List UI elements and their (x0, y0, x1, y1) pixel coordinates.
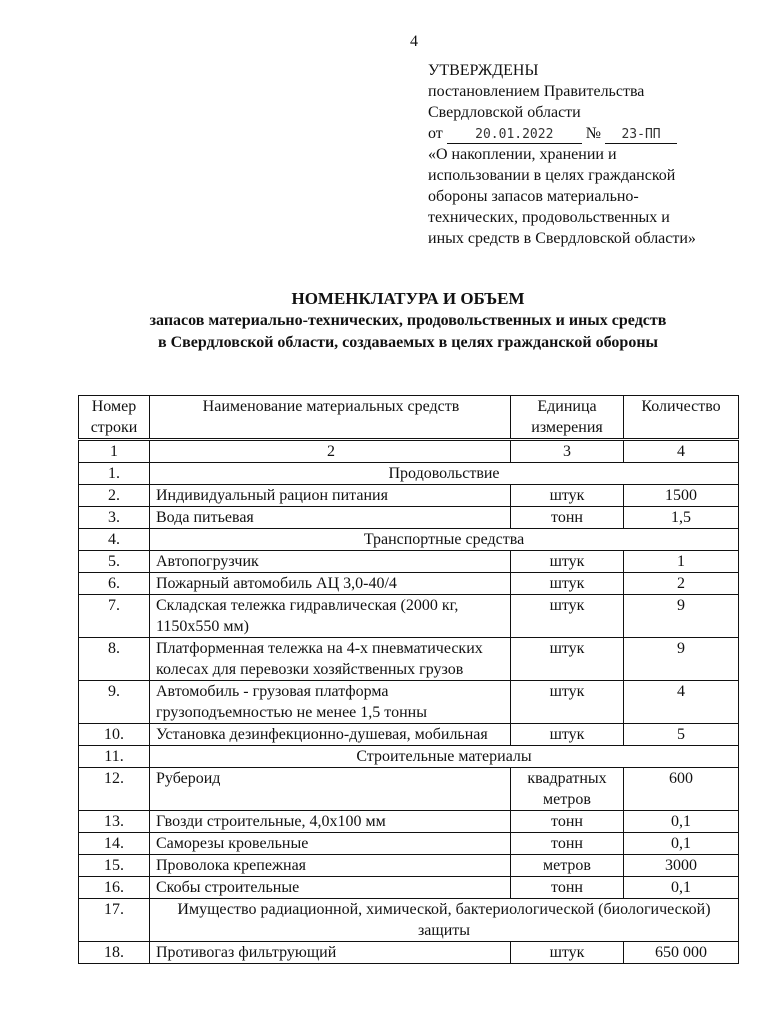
item-name: Вода питьевая (150, 507, 511, 529)
row-number: 8. (79, 638, 150, 681)
row-number: 11. (79, 746, 150, 768)
section-title: Продовольствие (150, 463, 739, 485)
table-row (79, 833, 739, 855)
row-number: 12. (79, 768, 150, 811)
document-heading (80, 288, 736, 354)
col-number-3: 3 (511, 440, 624, 463)
approval-title: УТВЕРЖДЕНЫ (428, 62, 539, 79)
item-name: Платформенная тележка на 4-х пневматических колесах для перевозки хозяйственных грузов (150, 638, 511, 681)
item-quantity: 9 (624, 638, 739, 681)
table-row (79, 681, 739, 724)
approval-quote-5: иных средств в Свердловской области» (428, 230, 696, 247)
item-unit: штук (511, 681, 624, 724)
item-unit: штук (511, 942, 624, 964)
row-number: 3. (79, 507, 150, 529)
table-row (79, 811, 739, 833)
col-number-4: 4 (624, 440, 739, 463)
table-row (79, 507, 739, 529)
section-title: Имущество радиационной, химической, бактериологической (биологической) защиты (150, 899, 739, 942)
section-row (79, 899, 739, 942)
item-unit: тонн (511, 877, 624, 899)
table-row (79, 485, 739, 507)
table-row (79, 595, 739, 638)
heading-main: НОМЕНКЛАТУРА И ОБЪЕМ (291, 289, 525, 308)
table-row (79, 855, 739, 877)
approval-quote-2: использовании в целях гражданской (428, 167, 676, 184)
approval-line-2: Свердловской области (428, 104, 581, 121)
heading-sub-1: запасов материально-технических, продовольственных и иных средств (149, 312, 667, 329)
item-name: Проволока крепежная (150, 855, 511, 877)
nomenclature-table (78, 395, 739, 964)
item-name: Индивидуальный рацион питания (150, 485, 511, 507)
header-unit: Единица измерения (511, 396, 624, 440)
row-number: 4. (79, 529, 150, 551)
item-name: Установка дезинфекционно-душевая, мобильная (150, 724, 511, 746)
item-unit: штук (511, 724, 624, 746)
item-unit: квадратных метров (511, 768, 624, 811)
item-quantity: 600 (624, 768, 739, 811)
row-number: 10. (79, 724, 150, 746)
section-title: Транспортные средства (150, 529, 739, 551)
item-name: Автомобиль - грузовая платформа грузоподъемностью не менее 1,5 тонны (150, 681, 511, 724)
item-quantity: 2 (624, 573, 739, 595)
item-unit: тонн (511, 507, 624, 529)
item-name: Автопогрузчик (150, 551, 511, 573)
item-name: Рубероид (150, 768, 511, 811)
header-name: Наименование материальных средств (150, 396, 511, 440)
page-number: 4 (410, 33, 418, 50)
column-number-row (79, 440, 739, 463)
row-number: 2. (79, 485, 150, 507)
approval-date-row (428, 123, 758, 144)
table-row (79, 942, 739, 964)
item-quantity: 0,1 (624, 811, 739, 833)
item-name: Скобы строительные (150, 877, 511, 899)
table-row (79, 877, 739, 899)
item-name: Противогаз фильтрующий (150, 942, 511, 964)
decree-number: 23-ПП (605, 127, 677, 144)
item-unit: тонн (511, 833, 624, 855)
table-row (79, 638, 739, 681)
row-number: 14. (79, 833, 150, 855)
table-row (79, 724, 739, 746)
table-row (79, 551, 739, 573)
header-qty: Количество (624, 396, 739, 440)
item-quantity: 4 (624, 681, 739, 724)
date-value: 20.01.2022 (447, 127, 582, 144)
date-prefix: от (428, 125, 443, 142)
col-number-1: 1 (79, 440, 150, 463)
item-quantity: 5 (624, 724, 739, 746)
section-row (79, 529, 739, 551)
approval-quote-1: «О накоплении, хранении и (428, 146, 617, 163)
item-name: Гвозди строительные, 4,0х100 мм (150, 811, 511, 833)
approval-quote-4: технических, продовольственных и (428, 209, 670, 226)
item-unit: тонн (511, 811, 624, 833)
approval-line-1: постановлением Правительства (428, 83, 645, 100)
table-row (79, 768, 739, 811)
section-title: Строительные материалы (150, 746, 739, 768)
row-number: 7. (79, 595, 150, 638)
row-number: 16. (79, 877, 150, 899)
item-quantity: 1 (624, 551, 739, 573)
item-quantity: 0,1 (624, 833, 739, 855)
approval-stamp (428, 60, 758, 249)
number-sign: № (585, 125, 602, 142)
item-quantity: 650 000 (624, 942, 739, 964)
item-name: Саморезы кровельные (150, 833, 511, 855)
header-num: Номер строки (79, 396, 150, 440)
approval-quote-3: обороны запасов материально- (428, 188, 639, 205)
col-number-2: 2 (150, 440, 511, 463)
item-unit: штук (511, 638, 624, 681)
heading-sub-2: в Свердловской области, создаваемых в целях гражданской обороны (157, 334, 659, 351)
item-quantity: 1,5 (624, 507, 739, 529)
item-name: Пожарный автомобиль АЦ 3,0-40/4 (150, 573, 511, 595)
item-name: Складская тележка гидравлическая (2000 кг, 1150х550 мм) (150, 595, 511, 638)
item-quantity: 1500 (624, 485, 739, 507)
item-unit: штук (511, 595, 624, 638)
item-unit: штук (511, 485, 624, 507)
table-row (79, 573, 739, 595)
item-unit: метров (511, 855, 624, 877)
table-header-row (79, 396, 739, 440)
row-number: 6. (79, 573, 150, 595)
item-quantity: 0,1 (624, 877, 739, 899)
row-number: 17. (79, 899, 150, 942)
row-number: 15. (79, 855, 150, 877)
item-unit: штук (511, 573, 624, 595)
row-number: 5. (79, 551, 150, 573)
item-quantity: 3000 (624, 855, 739, 877)
section-row (79, 746, 739, 768)
item-quantity: 9 (624, 595, 739, 638)
row-number: 18. (79, 942, 150, 964)
row-number: 13. (79, 811, 150, 833)
row-number: 1. (79, 463, 150, 485)
section-row (79, 463, 739, 485)
row-number: 9. (79, 681, 150, 724)
item-unit: штук (511, 551, 624, 573)
